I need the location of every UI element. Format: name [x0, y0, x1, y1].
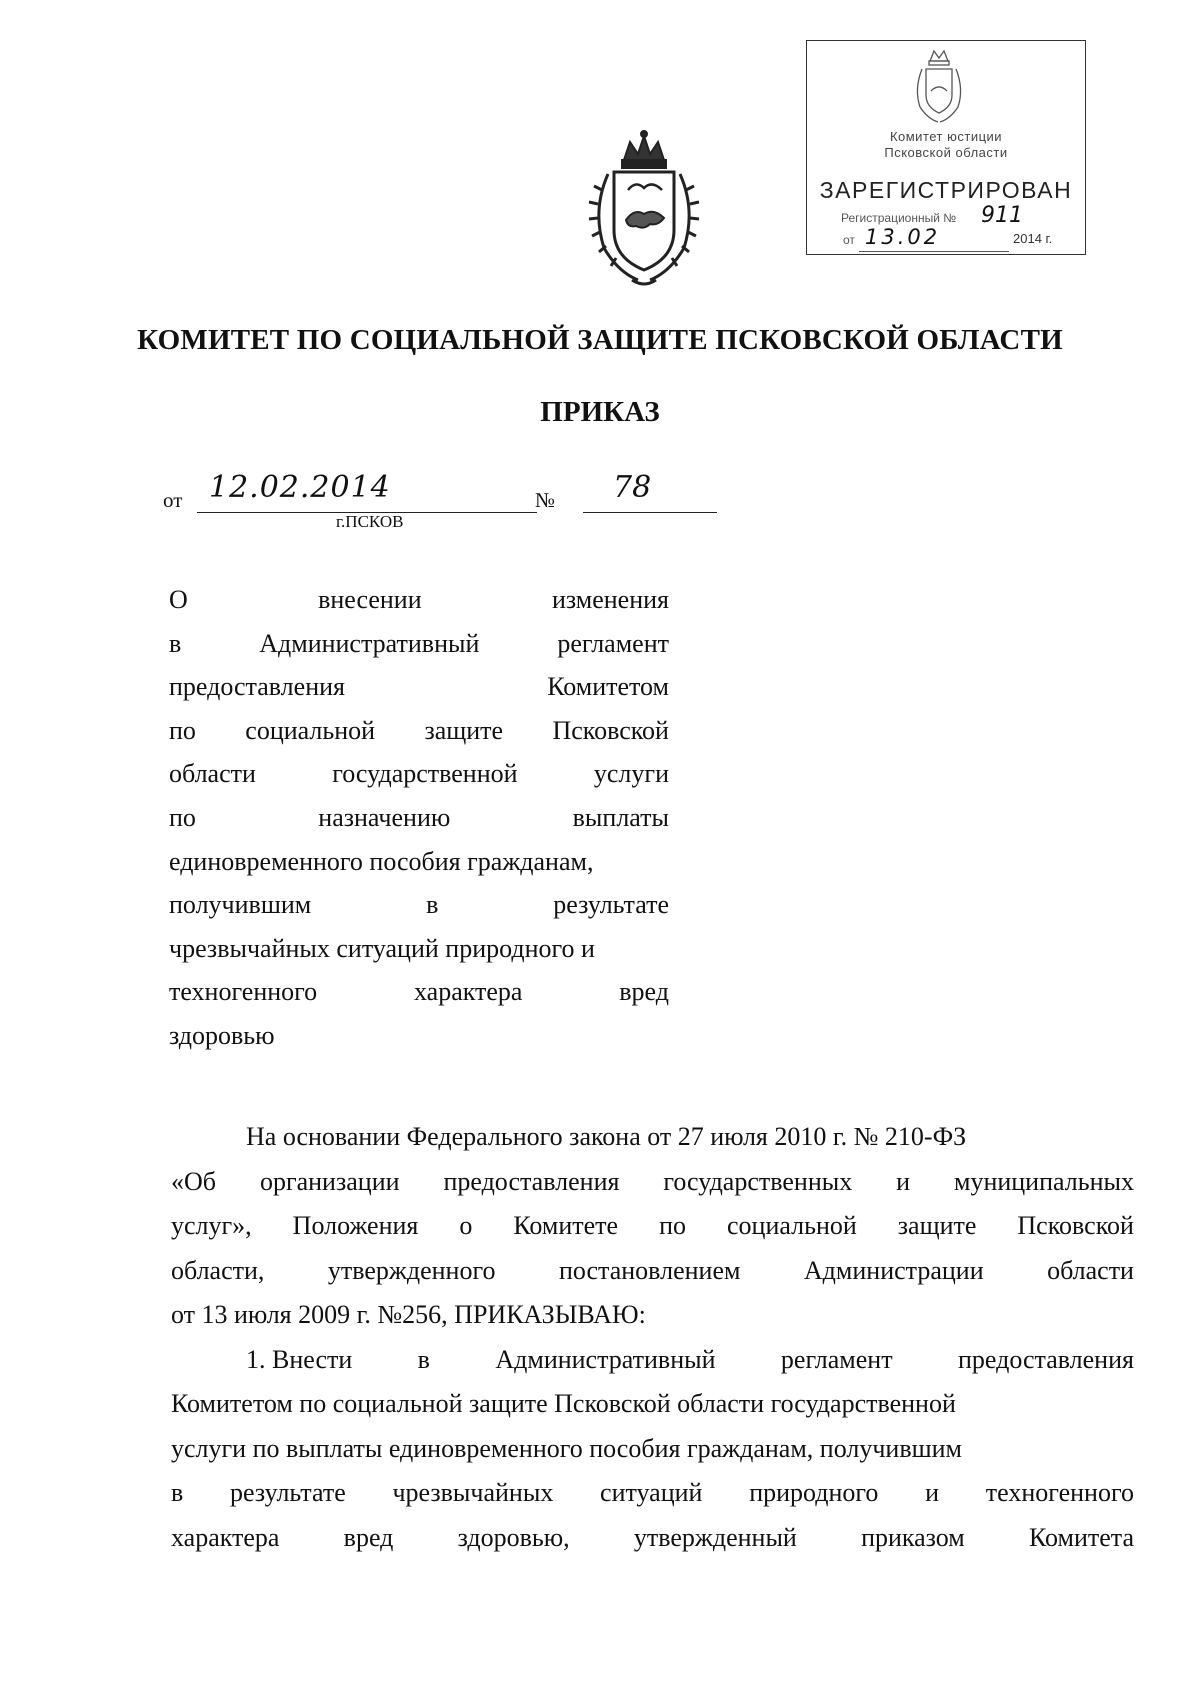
subject-word: в — [169, 628, 182, 658]
order-number-handwritten: 78 — [613, 470, 652, 505]
body-line — [171, 1293, 1134, 1338]
order-ot-label: от — [163, 488, 183, 512]
subject-word: назначению — [318, 802, 451, 832]
order-body-text — [171, 1115, 1134, 1560]
subject-line — [169, 840, 669, 884]
subject-line — [169, 665, 669, 709]
body-word: и — [896, 1166, 911, 1196]
body-word: приказом — [861, 1522, 965, 1552]
stamp-reg-label: Регистрационный № — [841, 211, 957, 225]
body-word: защите — [897, 1211, 977, 1240]
body-word: На основании Федерального закона от 27 июля 2010 г. № 210-ФЗ — [246, 1122, 967, 1151]
body-word: регламент — [780, 1344, 893, 1374]
body-line — [171, 1160, 1134, 1205]
stamp-org-line1: Комитет юстиции — [889, 129, 1003, 144]
subject-word: социальной — [245, 715, 376, 745]
subject-line — [169, 578, 669, 622]
registration-stamp — [806, 40, 1086, 255]
body-word: в — [171, 1478, 184, 1507]
subject-line — [169, 883, 669, 927]
body-line — [171, 1338, 1134, 1383]
body-word: области, — [171, 1255, 265, 1285]
body-word: постановлением — [558, 1255, 741, 1285]
subject-word: регламент — [557, 628, 669, 658]
body-word: предоставления — [957, 1344, 1134, 1374]
body-word: социальной — [726, 1211, 857, 1240]
body-word: по — [659, 1211, 686, 1240]
body-word: Комитета — [1028, 1522, 1134, 1552]
stamp-status: ЗАРЕГИСТРИРОВАН — [819, 177, 1073, 203]
subject-line — [169, 796, 669, 840]
body-word: от 13 июля 2009 г. №256, ПРИКАЗЫВАЮ: — [171, 1300, 646, 1329]
body-line — [171, 1204, 1134, 1249]
body-word: ситуаций — [600, 1478, 703, 1507]
stamp-date-row — [843, 225, 1063, 251]
subject-word: защите — [424, 715, 504, 745]
body-word: муниципальных — [953, 1166, 1134, 1196]
body-line — [171, 1471, 1134, 1516]
subject-word: вред — [619, 977, 669, 1007]
stamp-date-underline — [859, 251, 1009, 252]
subject-word: Комитетом — [547, 672, 669, 702]
stamp-year: 2014 г. — [1013, 231, 1053, 246]
stamp-reg-number-row — [841, 203, 1061, 228]
subject-line — [169, 970, 669, 1014]
subject-word: внесении — [318, 585, 422, 614]
subject-word: чрезвычайных ситуаций природного и — [169, 933, 595, 963]
body-word: Положения — [292, 1211, 419, 1240]
subject-line — [169, 1014, 669, 1058]
subject-line — [169, 752, 669, 796]
body-line — [171, 1115, 1134, 1160]
subject-word: Псковской — [552, 715, 669, 745]
body-word: Комитете — [513, 1211, 619, 1240]
body-word: «Об — [171, 1166, 217, 1196]
subject-word: по — [169, 802, 196, 832]
subject-word: в — [426, 890, 439, 920]
subject-word: О — [169, 585, 188, 614]
body-word: здоровью, — [457, 1522, 570, 1552]
order-city: г.ПСКОВ — [336, 512, 404, 531]
subject-line — [169, 709, 669, 753]
body-word: предоставления — [443, 1166, 620, 1196]
body-word: техногенного — [985, 1478, 1134, 1507]
order-number-label: № — [535, 488, 556, 512]
body-word: в — [417, 1344, 430, 1374]
subject-word: государственной — [332, 759, 518, 789]
subject-word: предоставления — [169, 672, 345, 702]
body-word: характера — [171, 1522, 280, 1552]
body-word: Административный — [495, 1344, 716, 1374]
subject-word: техногенного — [169, 977, 318, 1007]
document-type-title: ПРИКАЗ — [540, 396, 660, 428]
body-word: о — [459, 1211, 473, 1240]
body-line — [171, 1516, 1134, 1561]
body-word: чрезвычайных — [392, 1478, 554, 1507]
subject-word: получившим — [169, 890, 312, 920]
stamp-coat-of-arms-icon — [910, 47, 968, 125]
subject-word: здоровью — [169, 1020, 275, 1050]
body-line — [171, 1427, 1134, 1472]
subject-word: области — [169, 759, 256, 789]
stamp-org-line2: Псковской области — [884, 145, 1008, 160]
subject-word: результате — [553, 890, 669, 920]
body-word: утвержденного — [327, 1255, 496, 1285]
order-number-underline — [583, 512, 717, 513]
coat-of-arms-icon — [578, 130, 710, 288]
subject-word: Административный — [259, 628, 480, 658]
subject-word: услуги — [593, 759, 669, 789]
body-word: результате — [230, 1478, 346, 1507]
body-word: Комитетом по социальной защите Псковской области государственной — [171, 1389, 956, 1418]
body-word: области — [1047, 1255, 1134, 1285]
order-subject — [169, 578, 669, 1058]
subject-word: характера — [414, 977, 523, 1007]
stamp-date-label: от — [843, 233, 855, 247]
subject-word: единовременного пособия гражданам, — [169, 846, 594, 876]
body-word: природного — [749, 1478, 879, 1507]
subject-line — [169, 622, 669, 666]
organization-heading: КОМИТЕТ ПО СОЦИАЛЬНОЙ ЗАЩИТЕ ПСКОВСКОЙ ОБЛАСТИ — [137, 324, 1063, 356]
body-word: утвержденный — [633, 1522, 797, 1552]
body-line — [171, 1382, 1134, 1427]
body-word: и — [925, 1478, 940, 1507]
stamp-reg-number: 911 — [981, 203, 1023, 228]
subject-word: выплаты — [572, 802, 669, 832]
subject-word: по — [169, 715, 196, 745]
body-word: вред — [343, 1522, 394, 1552]
stamp-date-value: 13.02 — [865, 225, 941, 249]
subject-word: изменения — [551, 585, 669, 614]
body-word: Псковской — [1017, 1211, 1134, 1240]
order-date-handwritten: 12.02.2014 — [209, 470, 391, 505]
body-word: государственных — [663, 1166, 853, 1196]
order-date-number-row — [163, 470, 652, 516]
body-word: Администрации — [803, 1255, 984, 1285]
body-line — [171, 1249, 1134, 1294]
body-word: 1. Внести — [246, 1344, 353, 1374]
subject-line — [169, 927, 669, 971]
body-word: организации — [259, 1166, 400, 1196]
body-word: услуг», — [171, 1211, 252, 1240]
body-word: услуги по выплаты единовременного пособия гражданам, получившим — [171, 1433, 962, 1463]
